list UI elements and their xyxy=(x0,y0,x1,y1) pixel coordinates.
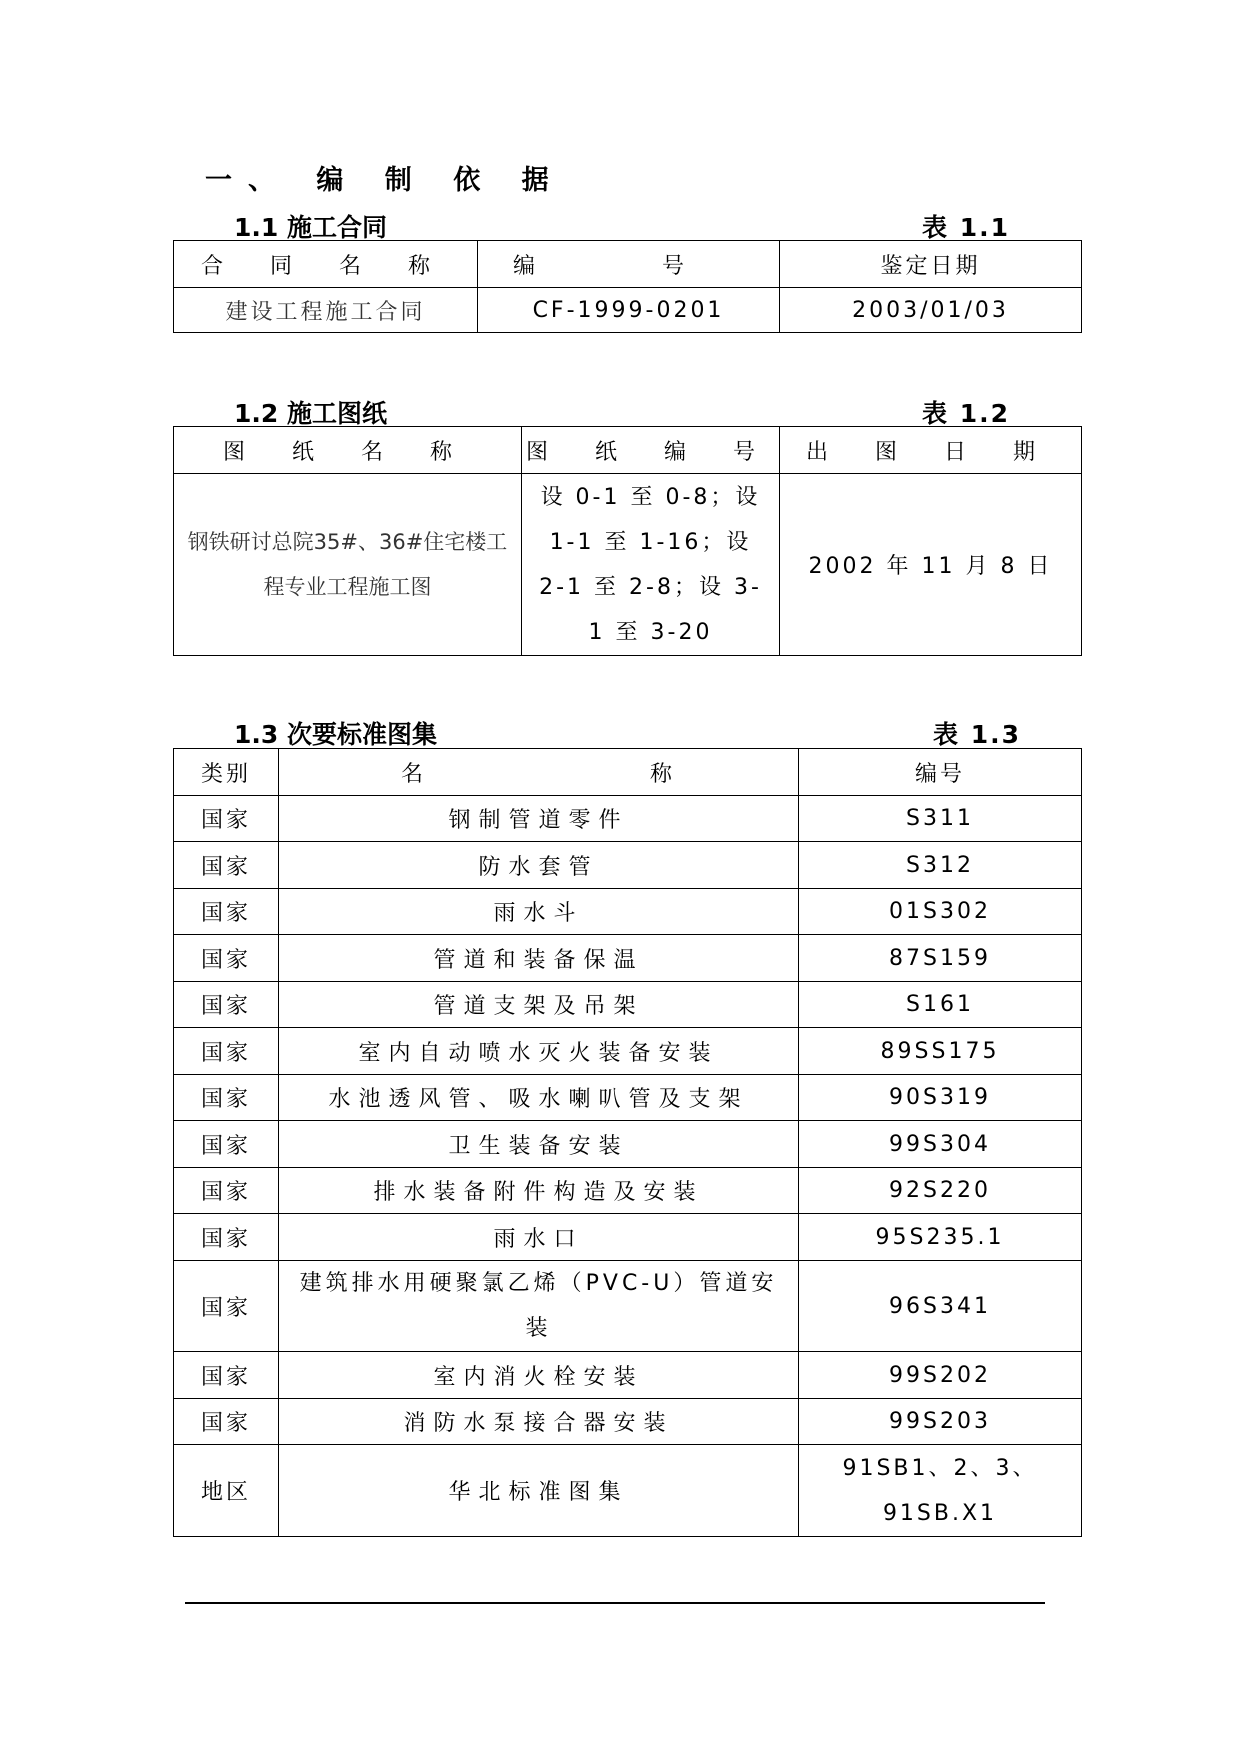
name-cell: 室内自动喷水灭火装备安装 xyxy=(279,1028,799,1075)
category-cell: 地区 xyxy=(174,1445,279,1537)
name-cell: 卫生装备安装 xyxy=(279,1121,799,1168)
table-row xyxy=(174,1261,1082,1352)
name-cell: 水池透风管、吸水喇叭管及支架 xyxy=(279,1075,799,1121)
table-row xyxy=(174,1075,1082,1121)
drawing-name-cell: 钢铁研讨总院35#、36#住宅楼工程专业工程施工图 xyxy=(174,474,522,656)
name-cell: 雨水口 xyxy=(279,1214,799,1261)
category-cell: 国家 xyxy=(174,889,279,935)
name-cell: 室内消火栓安装 xyxy=(279,1352,799,1399)
header-date: 鉴定日期 xyxy=(780,241,1082,288)
code-cell: S161 xyxy=(799,982,1082,1028)
table-row xyxy=(174,842,1082,889)
code-cell: 95S235.1 xyxy=(799,1214,1082,1261)
category-cell: 国家 xyxy=(174,1261,279,1352)
name-cell: 管道和装备保温 xyxy=(279,935,799,982)
table-row xyxy=(174,1214,1082,1261)
code-cell: 92S220 xyxy=(799,1168,1082,1214)
contract-name-cell: 建设工程施工合同 xyxy=(174,288,478,333)
atlas-section-title: 1.3 次要标准图集 xyxy=(234,720,437,749)
category-cell: 国家 xyxy=(174,1352,279,1399)
header-drawing-name: 图 纸 名 称 xyxy=(174,427,522,474)
category-cell: 国家 xyxy=(174,935,279,982)
footer-rule xyxy=(185,1602,1045,1604)
category-cell: 国家 xyxy=(174,1399,279,1445)
header-number: 编 号 xyxy=(478,241,780,288)
table-row xyxy=(174,1352,1082,1399)
name-cell: 华北标准图集 xyxy=(279,1445,799,1537)
category-cell: 国家 xyxy=(174,1075,279,1121)
code-cell: 99S203 xyxy=(799,1399,1082,1445)
code-cell: 01S302 xyxy=(799,889,1082,935)
contract-date-cell: 2003/01/03 xyxy=(780,288,1082,333)
name-cell: 建筑排水用硬聚氯乙烯（PVC-U）管道安装 xyxy=(279,1261,799,1352)
header-name: 名 称 xyxy=(279,749,799,796)
table-number: 表 1.3 xyxy=(933,720,1021,749)
table-row xyxy=(174,1121,1082,1168)
standard-atlas-table xyxy=(173,748,1082,1537)
contract-section-title: 1.1 施工合同 xyxy=(234,213,387,242)
code-cell: 90S319 xyxy=(799,1075,1082,1121)
category-cell: 国家 xyxy=(174,842,279,889)
table-row xyxy=(174,935,1082,982)
table-number: 表 1.1 xyxy=(922,213,1010,242)
table-row xyxy=(174,1168,1082,1214)
category-cell: 国家 xyxy=(174,1121,279,1168)
contract-number-cell: CF-1999-0201 xyxy=(478,288,780,333)
code-cell: 96S341 xyxy=(799,1261,1082,1352)
header-category: 类别 xyxy=(174,749,279,796)
drawings-section-title: 1.2 施工图纸 xyxy=(234,399,387,428)
header-issue-date: 出 图 日 期 xyxy=(780,427,1082,474)
name-cell: 雨水斗 xyxy=(279,889,799,935)
category-cell: 国家 xyxy=(174,982,279,1028)
drawing-number-cell: 设 0-1 至 0-8；设 1-1 至 1-16；设 2-1 至 2-8；设 3-1 至 3-20 xyxy=(522,474,780,656)
section-heading: 一、 编 制 依 据 xyxy=(205,165,565,196)
table-row xyxy=(174,1399,1082,1445)
code-cell: 89SS175 xyxy=(799,1028,1082,1075)
name-cell: 排水装备附件构造及安装 xyxy=(279,1168,799,1214)
code-cell: 99S202 xyxy=(799,1352,1082,1399)
header-drawing-number: 图 纸 编 号 xyxy=(522,427,780,474)
table-row xyxy=(174,982,1082,1028)
header-contract-name: 合 同 名 称 xyxy=(174,241,478,288)
contract-table xyxy=(173,240,1082,333)
code-cell: S312 xyxy=(799,842,1082,889)
category-cell: 国家 xyxy=(174,1214,279,1261)
table-row xyxy=(174,1445,1082,1537)
code-cell: S311 xyxy=(799,796,1082,842)
name-cell: 防水套管 xyxy=(279,842,799,889)
header-code: 编号 xyxy=(799,749,1082,796)
table-row xyxy=(174,796,1082,842)
name-cell: 消防水泵接合器安装 xyxy=(279,1399,799,1445)
code-cell: 87S159 xyxy=(799,935,1082,982)
name-cell: 管道支架及吊架 xyxy=(279,982,799,1028)
category-cell: 国家 xyxy=(174,1168,279,1214)
table-row xyxy=(174,889,1082,935)
code-cell: 91SB1、2、3、91SB.X1 xyxy=(799,1445,1082,1537)
drawing-date-cell: 2002 年 11 月 8 日 xyxy=(780,474,1082,656)
table-number: 表 1.2 xyxy=(922,399,1010,428)
category-cell: 国家 xyxy=(174,1028,279,1075)
code-cell: 99S304 xyxy=(799,1121,1082,1168)
name-cell: 钢制管道零件 xyxy=(279,796,799,842)
category-cell: 国家 xyxy=(174,796,279,842)
table-row xyxy=(174,1028,1082,1075)
drawings-table xyxy=(173,426,1082,656)
